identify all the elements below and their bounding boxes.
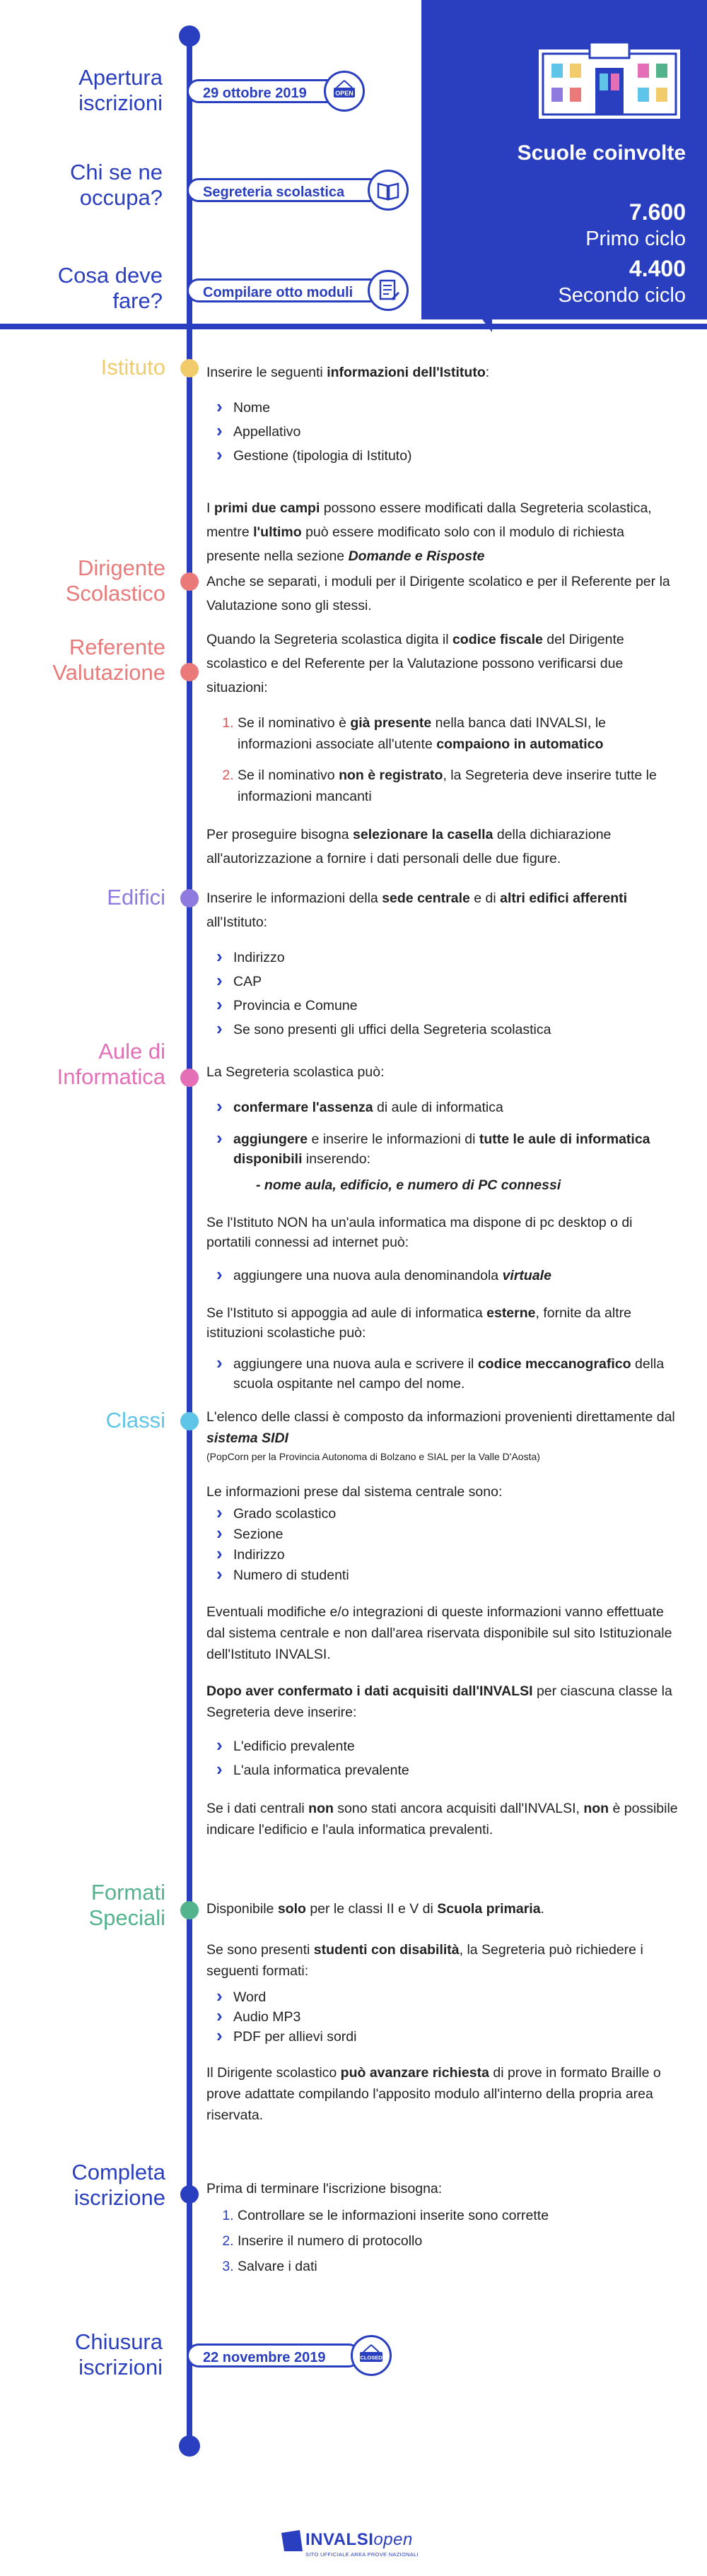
aule-dot	[180, 1069, 199, 1087]
closed-sign-text: CLOSED	[360, 2354, 382, 2361]
dirigente-text: Anche se separati, i moduli per il Dirigente scolatico e per il Referente per la Valutazione sono gli stessi.	[206, 574, 670, 613]
school-building-icon	[539, 42, 680, 119]
secondo-label: Secondo ciclo	[558, 284, 686, 307]
list-item: 1. Se il nominativo è già presente nella banca dati INVALSI, le informazioni associate all'utente compaiono in automatico	[238, 712, 680, 755]
classi-p2: Le informazioni prese dal sistema centrale sono:	[206, 1484, 503, 1500]
aule-section	[206, 1060, 680, 1409]
schools-title: Scuole coinvolte	[517, 141, 686, 165]
list-item: › Provincia e Comune	[226, 994, 680, 1018]
logo-text-b: open	[373, 2530, 413, 2549]
apertura-date: 29 ottobre 2019	[187, 79, 352, 103]
logo-mark-icon	[281, 2530, 303, 2551]
classi-note: (PopCorn per la Provincia Autonoma di Bolzano e SIAL per la Valle D'Aosta)	[206, 1451, 540, 1462]
list-item: › Se sono presenti gli uffici della Segreteria scolastica	[226, 1018, 680, 1042]
list-item: › CAP	[226, 970, 680, 994]
formati-p3: Il Dirigente scolastico può avanzare richiesta di prove in formato Braille o prove adattate compilando l'apposito modulo all'interno della propria area riservata.	[206, 2065, 661, 2123]
list-item: › Nome	[226, 396, 680, 420]
referente-dot	[180, 663, 199, 681]
classi-p1: L'elenco delle classi è composto da informazioni provenienti direttamente dal sistema SIDI	[206, 1409, 675, 1446]
list-item: › Audio MP3	[226, 2007, 680, 2027]
classi-list-2	[206, 1734, 680, 1782]
secondo-value: 4.400	[629, 256, 686, 281]
edifici-section	[206, 886, 680, 1057]
referente-note: Per proseguire bisogna selezionare la casella della dichiarazione all'autorizzazione a fornire i dati personali delle due figure.	[206, 827, 612, 866]
istituto-dot	[180, 359, 199, 377]
referente-label: Referente Valutazione	[52, 635, 165, 685]
completa-intro: Prima di terminare l'iscrizione bisogna:	[206, 2181, 443, 2196]
referente-list	[206, 712, 680, 807]
formati-p2: Se sono presenti studenti con disabilità, la Segreteria può richiedere i seguenti formati:	[206, 1942, 643, 1979]
istituto-list	[206, 396, 680, 468]
edifici-label: Edifici	[107, 885, 165, 910]
aule-label: Aule di Informatica	[57, 1039, 165, 1089]
aule-list	[206, 1095, 680, 1169]
formati-section	[206, 1897, 680, 2141]
aule-list-2	[206, 1264, 680, 1288]
logo-text-a: INVALSI	[305, 2530, 374, 2549]
list-item: › Numero di studenti	[226, 1565, 680, 1586]
logo-tagline: SITO UFFICIALE AREA PROVE NAZIONALI	[305, 2551, 419, 2558]
header-divider	[0, 324, 707, 329]
list-item: 1. Controllare se le informazioni inserite sono corrette	[238, 2205, 680, 2226]
list-item: › L'edificio prevalente	[226, 1734, 680, 1758]
completa-dot	[180, 2185, 199, 2204]
open-sign-icon	[324, 71, 365, 112]
list-item: › Appellativo	[226, 420, 680, 444]
chiusura-label: Chiusura iscrizioni	[74, 2329, 163, 2380]
istituto-section	[206, 360, 680, 584]
list-item: › Grado scolastico	[226, 1504, 680, 1524]
chi-value: Segreteria scolastica	[187, 178, 382, 202]
aule-p2: Se l'Istituto NON ha un'aula informatica ma dispone di pc desktop o di portatili connessi ad internet può:	[206, 1215, 633, 1250]
formati-dot	[180, 1901, 199, 1919]
closed-sign-icon	[351, 2335, 392, 2376]
completa-list	[206, 2205, 680, 2277]
classi-dot	[180, 1412, 199, 1430]
classi-section	[206, 1406, 680, 1856]
classi-p4: Dopo aver confermato i dati acquisiti dall'INVALSI per ciascuna classe la Segreteria deve inserire:	[206, 1683, 672, 1720]
edifici-intro: Inserire le informazioni della sede centrale e di altri edifici afferenti all'Istituto:	[206, 890, 628, 930]
completa-label: Completa iscrizione	[71, 2160, 165, 2210]
list-item: › aggiungere una nuova aula denominandola virtuale	[226, 1264, 680, 1288]
classi-p5: Se i dati centrali non sono stati ancora acquisiti dall'INVALSI, non è possibile indicare l'edificio e l'aula informatica prevalenti.	[206, 1801, 678, 1837]
aule-p3: Se l'Istituto si appoggia ad aule di informatica esterne, fornite da altre istituzioni scolastiche può:	[206, 1305, 631, 1341]
classi-list	[206, 1504, 680, 1586]
dirigente-section	[206, 570, 680, 633]
referente-section	[206, 628, 680, 886]
primo-label: Primo ciclo	[585, 228, 686, 250]
istituto-label: Istituto	[100, 355, 165, 380]
list-item: › Sezione	[226, 1524, 680, 1545]
list-item: 3. Salvare i dati	[238, 2256, 680, 2277]
aule-intro: La Segreteria scolastica può:	[206, 1064, 385, 1080]
list-item: › Indirizzo	[226, 1545, 680, 1565]
completa-section	[206, 2177, 680, 2293]
primo-value: 7.600	[629, 199, 686, 225]
edifici-dot	[180, 889, 199, 907]
panel-diagonal	[407, 141, 492, 332]
edifici-list	[206, 946, 680, 1042]
list-item: 2. Inserire il numero di protocollo	[238, 2230, 680, 2252]
list-item: › aggiungere e inserire le informazioni di tutte le aule di informatica disponibili inserendo:	[226, 1129, 680, 1169]
aule-subitem: - nome aula, edificio, e numero di PC connessi	[256, 1177, 561, 1193]
list-item: › PDF per allievi sordi	[226, 2027, 680, 2047]
list-item: › L'aula informatica prevalente	[226, 1758, 680, 1782]
classi-label: Classi	[105, 1408, 165, 1433]
chi-label: Chi se ne occupa?	[70, 160, 163, 210]
open-sign-text: OPEN	[335, 90, 354, 97]
classi-p3: Eventuali modifiche e/o integrazioni di queste informazioni vanno effettuate dal sistema centrale e non dall'area riservata disponibile sul sito Istituzionale dell'Istituto INVALSI.	[206, 1604, 672, 1662]
dirigente-label: Dirigente Scolastico	[65, 555, 165, 606]
formati-list	[206, 1987, 680, 2047]
list-item: 2. Se il nominativo non è registrato, la Segreteria deve inserire tutte le informazioni mancanti	[238, 765, 680, 807]
istituto-note: I primi due campi possono essere modificati dalla Segreteria scolastica, mentre l'ultimo può essere modificato solo con il modulo di richiesta presente nella sezione Domande e Risposte	[206, 500, 652, 564]
book-icon	[368, 170, 409, 211]
formati-label: Formati Speciali	[88, 1880, 165, 1930]
form-icon	[368, 270, 409, 311]
list-item: › confermare l'assenza di aule di informatica	[226, 1095, 680, 1119]
list-item: › Indirizzo	[226, 946, 680, 970]
list-item: › aggiungere una nuova aula e scrivere il codice meccanografico della scuola ospitante nel campo del nome.	[226, 1354, 680, 1394]
referente-intro: Quando la Segreteria scolastica digita il codice fiscale del Dirigente scolastico e del Referente per la Valutazione possono verificarsi due situazioni:	[206, 632, 624, 695]
cosa-label: Cosa deve fare?	[57, 263, 163, 313]
chiusura-date: 22 novembre 2019	[187, 2343, 361, 2368]
timeline-rail-main	[187, 329, 192, 2446]
istituto-intro: Inserire le seguenti informazioni dell'Istituto:	[206, 365, 490, 380]
aule-list-3	[206, 1354, 680, 1394]
apertura-label: Apertura iscrizioni	[78, 65, 163, 115]
cosa-value: Compilare otto moduli	[187, 278, 382, 302]
list-item: › Gestione (tipologia di Istituto)	[226, 444, 680, 468]
timeline-end-dot	[179, 2435, 200, 2457]
invalsi-open-logo[interactable]	[281, 2530, 423, 2565]
list-item: › Word	[226, 1987, 680, 2007]
formati-p1: Disponibile solo per le classi II e V di Scuola primaria.	[206, 1901, 544, 1917]
dirigente-dot	[180, 572, 199, 591]
